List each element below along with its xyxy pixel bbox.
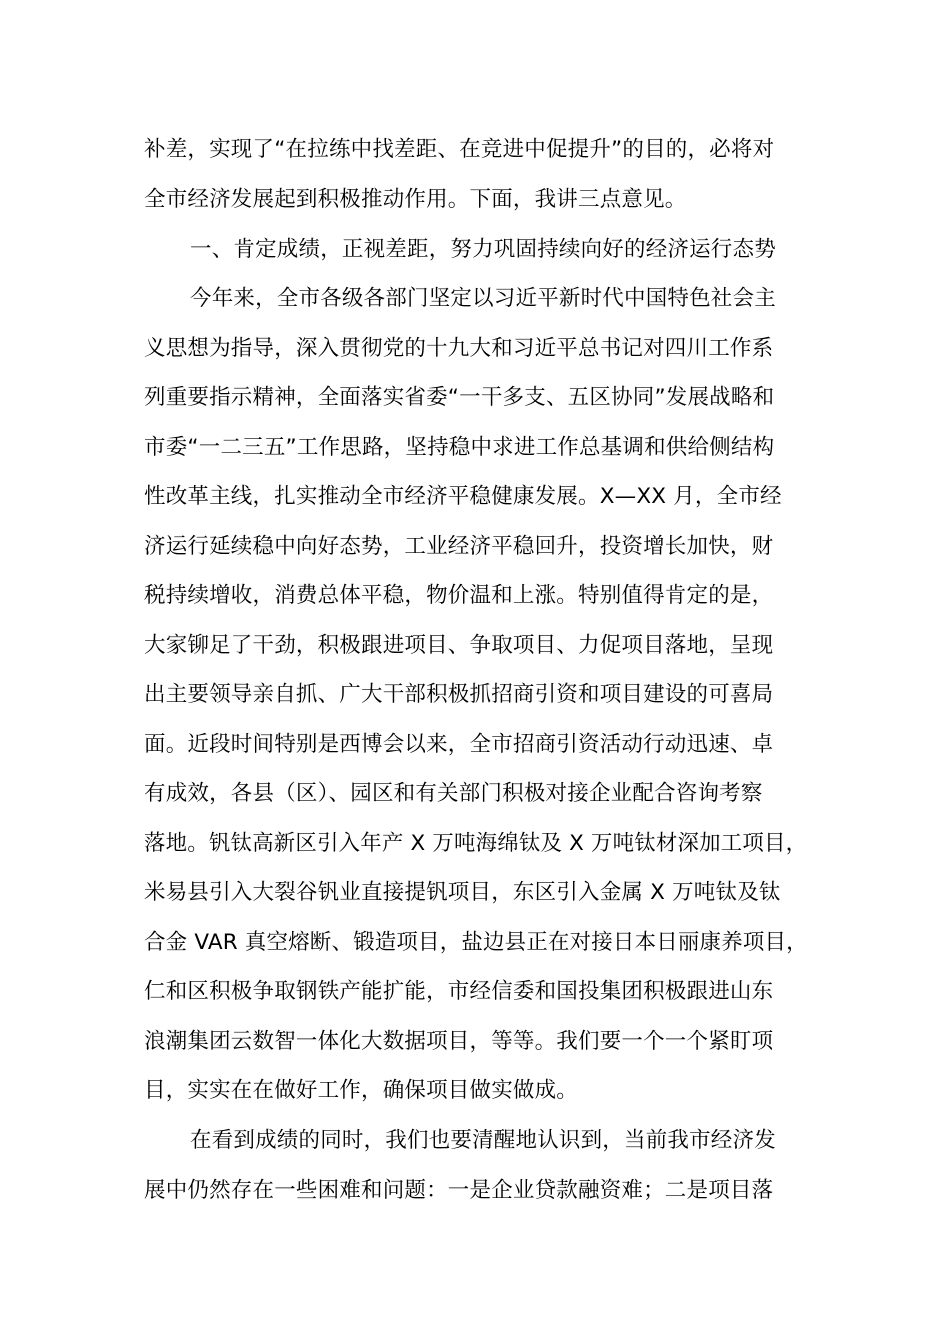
text-line	[0, 819, 950, 868]
line-text: 在看到成绩的同时，我们也要清醒地认识到，当前我市经济发	[190, 1128, 776, 1153]
text-line	[0, 918, 950, 967]
line-text: 目，实实在在做好工作，确保项目做实做成。	[144, 1078, 579, 1103]
paragraph-first-line	[0, 274, 950, 323]
line-text: 合金 VAR 真空熔断、锻造项目，盐边县正在对接日本日丽康养项目，	[144, 930, 808, 955]
text-line	[0, 571, 950, 620]
text-line	[0, 967, 950, 1016]
line-text: 落地。钒钛高新区引入年产 X 万吨海绵钛及 X 万吨钛材深加工项目，	[144, 831, 808, 856]
text-line	[0, 373, 950, 422]
line-text: 市委“一二三五”工作思路，坚持稳中求进工作总基调和供给侧结构	[144, 435, 775, 460]
line-text: 义思想为指导，深入贯彻党的十九大和习近平总书记对四川工作系	[144, 336, 774, 361]
text-line	[0, 1017, 950, 1066]
text-line	[0, 720, 950, 769]
text-line	[0, 472, 950, 521]
line-text: 出主要领导亲自抓、广大干部积极抓招商引资和项目建设的可喜局	[144, 682, 774, 707]
text-line	[0, 769, 950, 818]
paragraph-first-line	[0, 1116, 950, 1165]
line-text: 税持续增收，消费总体平稳，物价温和上涨。特别值得肯定的是，	[144, 583, 774, 608]
text-line	[0, 175, 950, 224]
text-line	[0, 1166, 950, 1215]
text-line	[0, 324, 950, 373]
line-text: 浪潮集团云数智一体化大数据项目，等等。我们要一个一个紧盯项	[144, 1029, 774, 1054]
text-line	[0, 522, 950, 571]
line-text: 面。近段时间特别是西博会以来，全市招商引资活动行动迅速、卓	[144, 732, 774, 757]
line-text: 全市经济发展起到积极推动作用。下面，我讲三点意见。	[144, 187, 687, 212]
line-text: 展中仍然存在一些困难和问题：一是企业贷款融资难；二是项目落	[144, 1178, 774, 1203]
text-line	[0, 621, 950, 670]
line-text: 大家铆足了干劲，积极跟进项目、争取项目、力促项目落地，呈现	[144, 633, 774, 658]
section-heading	[0, 225, 950, 274]
line-text: 补差，实现了“在拉练中找差距、在竞进中促提升”的目的，必将对	[144, 137, 775, 162]
text-line	[0, 125, 950, 174]
section-heading-text: 一、肯定成绩，正视差距，努力巩固持续向好的经济运行态势	[190, 237, 776, 262]
line-text: 米易县引入大裂谷钒业直接提钒项目，东区引入金属 X 万吨钛及钛	[144, 880, 781, 905]
line-text: 今年来，全市各级各部门坚定以习近平新时代中国特色社会主	[190, 286, 776, 311]
text-line	[0, 670, 950, 719]
text-line	[0, 868, 950, 917]
line-text: 仁和区积极争取钢铁产能扩能，市经信委和国投集团积极跟进山东	[144, 979, 774, 1004]
line-text: 列重要指示精神，全面落实省委“一干多支、五区协同”发展战略和	[144, 385, 775, 410]
line-text: 性改革主线，扎实推动全市经济平稳健康发展。X—XX 月，全市经	[144, 484, 782, 509]
text-line	[0, 423, 950, 472]
line-text: 有成效，各县（区）、园区和有关部门积极对接企业配合咨询考察	[144, 781, 763, 806]
text-line	[0, 1066, 950, 1115]
line-text: 济运行延续稳中向好态势，工业经济平稳回升，投资增长加快，财	[144, 534, 774, 559]
